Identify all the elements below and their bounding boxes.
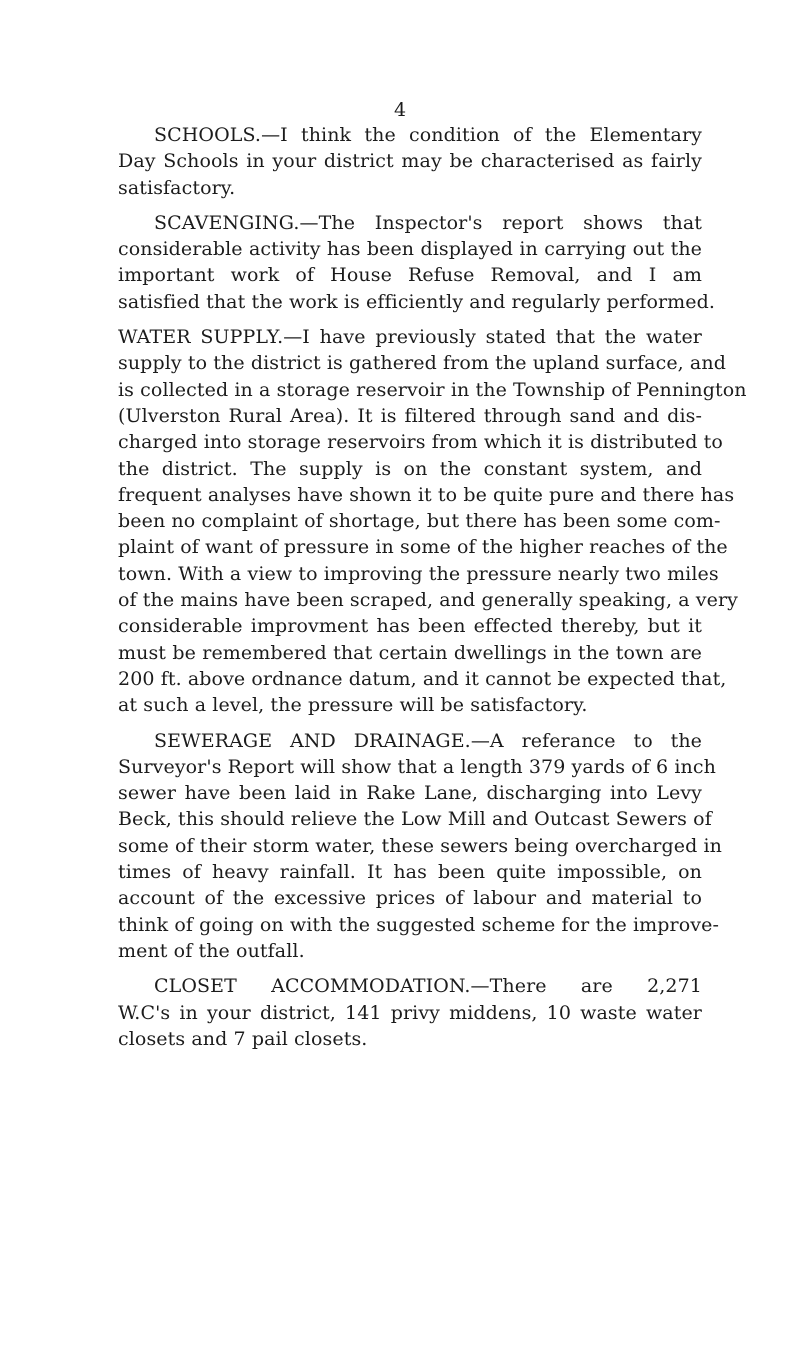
section-schools [118,122,702,148]
text-line: CLOSET ACCOMMODATION.—There are 2,271 [154,975,702,998]
page-number: 4 [393,99,407,121]
text-line: W.C's in your district, 141 privy middens, 10 waste water [118,1001,702,1024]
text-line: considerable improvment has been effected thereby, but it [118,615,702,638]
text-line: Day Schools in your district may be characterised as fairly [118,150,702,173]
text-line: satisfactory. [118,176,236,199]
text-line: (Ulverston Rural Area). It is filtered through sand and dis- [118,404,702,427]
text-line: important work of House Refuse Removal, and I am [118,264,702,287]
text-line: Surveyor's Report will show that a length 379 yards of 6 inch [118,755,716,778]
section-water-supply [118,324,747,718]
text-line: WATER SUPPLY.—I have previously stated that the water [118,326,702,349]
text-line: some of their storm water, these sewers being overcharged in [118,834,722,857]
text-line: 200 ft. above ordnance datum, and it cannot be expected that, [118,667,727,690]
text-line: SCAVENGING.—The Inspector's report shows that [154,211,702,234]
section-schools-body [118,148,702,201]
text-line: SEWERAGE AND DRAINAGE.—A referance to the [154,729,702,752]
section-closet-accommodation [118,973,702,999]
text-line: satisfied that the work is efficiently and regularly performed. [118,290,716,313]
text-line: of the mains have been scraped, and generally speaking, a very [118,589,738,612]
text-line: is collected in a storage reservoir in the Township of Pennington [118,378,747,401]
text-line: supply to the district is gathered from the upland surface, and [118,352,726,375]
text-line: at such a level, the pressure will be satisfactory. [118,694,588,717]
text-line: Beck, this should relieve the Low Mill and Outcast Sewers of [118,808,712,831]
text-line: sewer have been laid in Rake Lane, discharging into Levy [118,782,702,805]
text-line: times of heavy rainfall. It has been quite impossible, on [118,861,702,884]
section-closet-accommodation-body [118,1000,702,1053]
text-line: closets and 7 pail closets. [118,1027,368,1050]
text-line: plaint of want of pressure in some of the higher reaches of the [118,536,728,559]
text-line: the district. The supply is on the constant system, and [118,457,702,480]
text-line: considerable activity has been displayed in carrying out the [118,238,702,261]
text-line: town. With a view to improving the pressure nearly two miles [118,562,719,585]
section-scavenging-body [118,236,716,315]
text-line: frequent analyses have shown it to be quite pure and there has [118,483,735,506]
text-line: account of the excessive prices of labour and material to [118,887,702,910]
text-line: been no complaint of shortage, but there has been some com- [118,510,721,533]
text-line: charged into storage reservoirs from which it is distributed to [118,431,723,454]
text-line: must be remembered that certain dwellings in the town are [118,641,702,664]
text-line: SCHOOLS.—I think the condition of the Elementary [154,124,702,146]
section-sewerage-drainage [118,728,702,754]
text-line: ment of the outfall. [118,939,305,962]
section-sewerage-drainage-body [118,754,722,964]
text-line: think of going on with the suggested scheme for the improve- [118,913,719,936]
section-scavenging [118,210,702,236]
report-body [118,122,747,1061]
